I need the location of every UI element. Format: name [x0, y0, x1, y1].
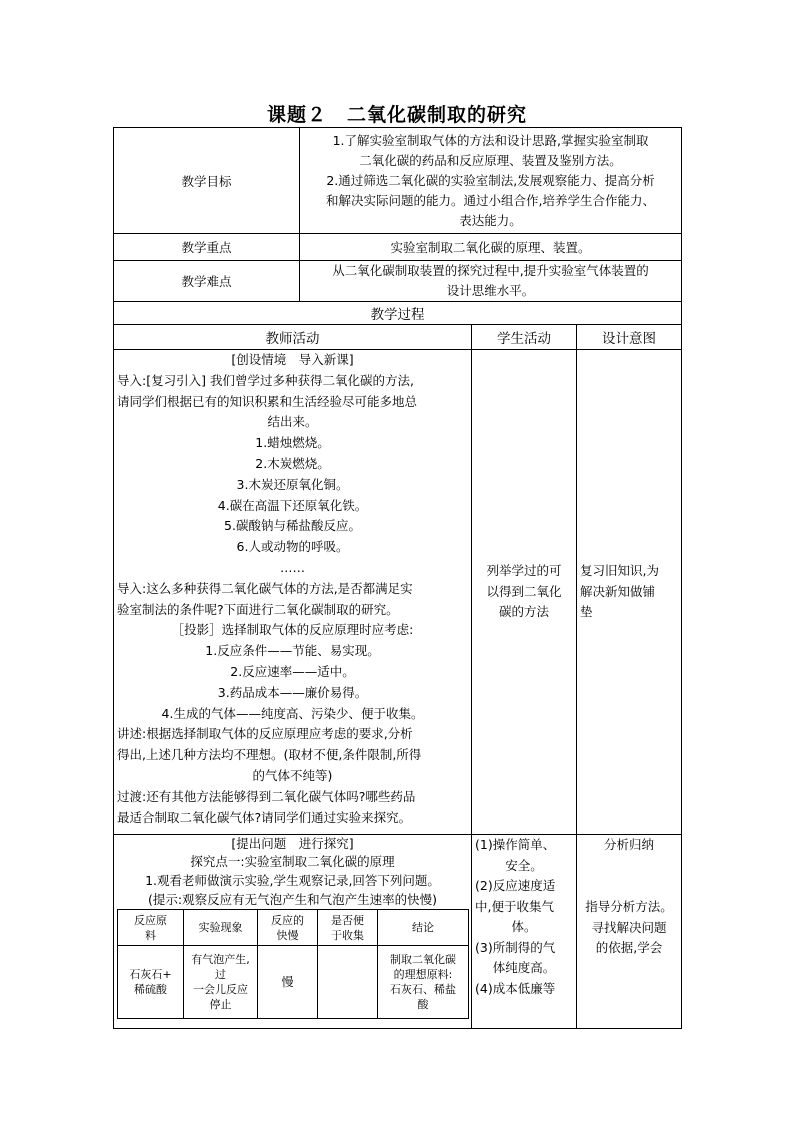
lesson-plan-table — [113, 127, 682, 1029]
key-point-row — [114, 234, 682, 261]
text-line: 1.观看老师做演示实验,学生观察记录,回答下列问题。 — [145, 873, 440, 888]
difficulty-line: 从二氧化碳制取装置的探究过程中,提升实验室气体装置的 — [332, 263, 649, 278]
process-row — [114, 302, 682, 325]
student-text: 体。 — [511, 919, 537, 934]
intent-text: 分析归纳 — [604, 837, 655, 852]
text-line: 结出来。 — [267, 414, 318, 430]
objectives-line: 二氧化碳的药品和反应原理、装置及鉴别方法。 — [359, 152, 622, 168]
text-line: 讲述:根据选择制取气体的反应原理应考虑的要求,分析 — [117, 726, 413, 742]
section1-row — [114, 350, 682, 835]
student-text: (1)操作简单、 — [475, 837, 556, 852]
method-item: 5.碳酸钠与稀盐酸反应。 — [224, 518, 361, 534]
col-header-material: 反应原 料 — [118, 910, 184, 946]
difficulty-label: 教学难点 — [114, 261, 300, 302]
section1-heading: [创设情境 导入新课] — [231, 352, 354, 367]
key-point-text: 实验室制取二氧化碳的原理、装置。 — [300, 234, 682, 261]
text-line: 导入:[复习引入] 我们曾学过多种获得二氧化碳的方法, — [117, 372, 414, 388]
method-item: 4.碳在高温下还原氧化铁。 — [217, 497, 368, 513]
cell-speed: 慢 — [258, 946, 318, 1019]
objectives-line: 表达能力。 — [459, 212, 522, 228]
intent-text: 复习旧知识,为 — [580, 562, 659, 578]
intent-text: 垫 — [580, 604, 593, 620]
cell-phenomenon: 有气泡产生, 过 一会儿反应 停止 — [184, 946, 258, 1019]
intent-text: 的依据,学会 — [595, 940, 663, 955]
text-line: 请同学们根据已有的知识积累和生活经验尽可能多地总 — [117, 393, 418, 409]
text-line: 探究点一:实验室制取二氧化碳的原理 — [190, 854, 395, 869]
student-text: 体纯度高。 — [492, 960, 556, 975]
criteria-item: 3.药品成本——廉价易得。 — [217, 684, 368, 700]
text-line: 得出,上述几种方法均不理想。(取材不便,条件限制,所得 — [117, 747, 422, 763]
student-text: (2)反应速度适 — [475, 878, 556, 893]
student-text: 中,便于收集气 — [475, 898, 554, 914]
cell-collect — [318, 946, 378, 1019]
objectives-label: 教学目标 — [114, 128, 300, 234]
intent-text: 指导分析方法。 — [585, 899, 673, 914]
objectives-row — [114, 128, 682, 234]
text-line: ［投影］选择制取气体的反应原理时应考虑: — [171, 622, 414, 638]
method-item: 2.木炭燃烧。 — [255, 455, 330, 471]
activity-header-row — [114, 325, 682, 350]
text-line: 的气体不纯等) — [252, 767, 333, 783]
section1-intent-cell — [577, 350, 682, 835]
intent-text: 解决新知做铺 — [580, 583, 656, 599]
student-text: 碳的方法 — [498, 604, 549, 620]
experiment-table — [117, 909, 469, 1019]
criteria-item: 1.反应条件——节能、易实现。 — [205, 643, 380, 659]
criteria-item: 2.反应速率——适中。 — [230, 663, 355, 679]
student-text: (3)所制得的气 — [475, 939, 556, 955]
text-line: 验室制法的条件呢?下面进行二氧化碳制取的研究。 — [117, 601, 399, 617]
page-title: 课题２ 二氧化碳制取的研究 — [266, 104, 527, 126]
col-header-speed: 反应的 快慢 — [258, 910, 318, 946]
col-header-phenomenon: 实验现象 — [184, 910, 258, 946]
student-activity-header: 学生活动 — [472, 325, 577, 350]
student-text: 列举学过的可 — [486, 562, 562, 578]
teacher-activity-header: 教师活动 — [114, 325, 472, 350]
student-text: 安全。 — [505, 857, 543, 873]
section2-heading: [提出问题 进行探究] — [231, 836, 354, 851]
section1-student-cell — [472, 350, 577, 835]
objectives-line: 和解决实际问题的能力。通过小组合作,培养学生合作能力、 — [326, 192, 655, 208]
section2-intent-cell — [577, 835, 682, 1029]
method-item: 3.木炭还原氧化铜。 — [236, 476, 349, 492]
cell-conclusion: 制取二氧化碳 的理想原料: 石灰石、稀盐 酸 — [378, 946, 469, 1019]
objectives-content — [300, 128, 682, 234]
objectives-line: 2.通过筛选二氧化碳的实验室制法,发展观察能力、提高分析 — [326, 172, 655, 188]
objectives-line: 1.了解实验室制取气体的方法和设计思路,掌握实验室制取 — [332, 132, 649, 148]
method-item: 1.蜡烛燃烧。 — [255, 435, 330, 451]
ellipsis: …… — [280, 559, 305, 575]
process-label: 教学过程 — [114, 302, 682, 325]
difficulty-row — [114, 261, 682, 302]
design-intent-header: 设计意图 — [577, 325, 682, 350]
col-header-collect: 是否便 于收集 — [318, 910, 378, 946]
section2-student-cell — [472, 835, 577, 1029]
text-line: (提示:观察反应有无气泡产生和气泡产生速率的快慢) — [148, 892, 437, 907]
criteria-item: 4.生成的气体——纯度高、污染少、便于收集。 — [161, 705, 424, 721]
method-item: 6.人或动物的呼吸。 — [236, 539, 349, 555]
col-header-conclusion: 结论 — [378, 910, 469, 946]
difficulty-content — [300, 261, 682, 302]
student-text: (4)成本低廉等 — [475, 980, 556, 996]
experiment-table-header — [118, 910, 469, 946]
text-line: 导入:这么多种获得二氧化碳气体的方法,是否都满足实 — [117, 580, 413, 596]
section2-teacher-cell — [114, 835, 472, 1029]
key-point-label: 教学重点 — [114, 234, 300, 261]
difficulty-line: 设计思维水平。 — [446, 283, 535, 298]
cell-material: 石灰石+ 稀硫酸 — [118, 946, 184, 1019]
table-row — [118, 946, 469, 1019]
text-line: 过渡:还有其他方法能够得到二氧化碳气体吗?哪些药品 — [117, 788, 416, 804]
section2-row — [114, 835, 682, 1029]
text-line: 最适合制取二氧化碳气体?请同学们通过实验来探究。 — [117, 809, 412, 825]
section1-teacher-cell — [114, 350, 472, 835]
student-text: 以得到二氧化 — [486, 583, 562, 599]
intent-text: 寻找解决问题 — [591, 919, 667, 935]
